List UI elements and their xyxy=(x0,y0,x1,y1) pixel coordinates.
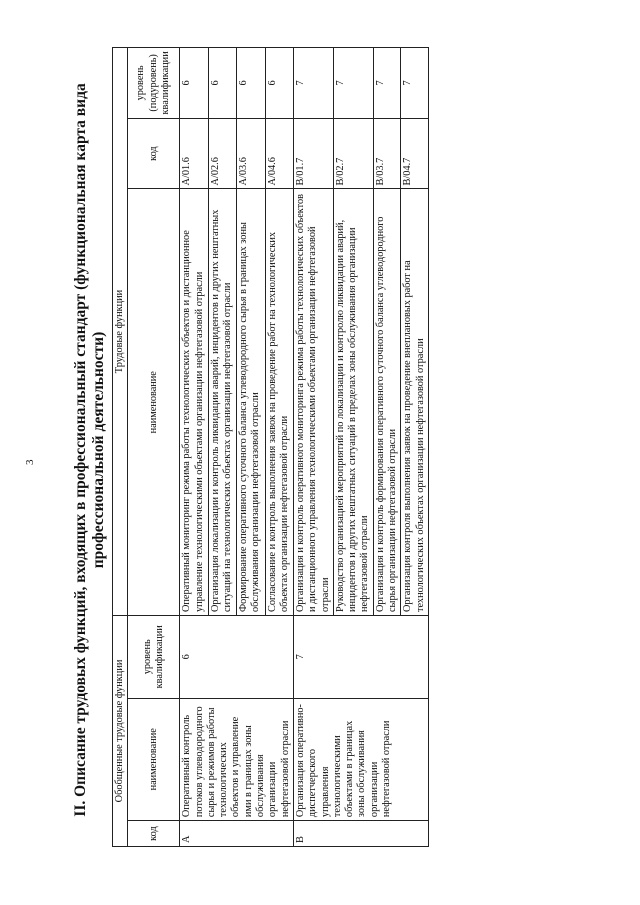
function-level: 7 xyxy=(373,48,401,119)
group-level: 6 xyxy=(180,616,294,699)
header-level: уровень квалификации xyxy=(128,616,180,699)
group-name: Организация оперативно-диспетчерского управления технологическими объектами в границах зоны обслуживания организации нефтегазовой отрасли xyxy=(293,698,428,821)
table-row xyxy=(180,48,208,847)
page-title: II. Описание трудовых функций, входящих в профессиональный стандарт (функциональная карта вида профессиональной деятельности) xyxy=(72,83,107,817)
function-level: 7 xyxy=(401,48,429,119)
function-level: 6 xyxy=(208,48,236,119)
function-name: Организация и контроль оперативного мониторинга режима работы технологических объектов и дистанционного управления технологическими объектами организации нефтегазовой отрасли xyxy=(293,189,333,616)
table-row xyxy=(293,48,333,847)
function-code: A/02.6 xyxy=(208,118,236,189)
function-map-table xyxy=(112,47,429,847)
function-code: A/03.6 xyxy=(237,118,265,189)
function-name: Организация контроля выполнения заявок на проведение внеплановых работ на технологических объектах организации нефтегазовой отрасли xyxy=(401,189,429,616)
function-code: A/01.6 xyxy=(180,118,208,189)
function-code: B/01.7 xyxy=(293,118,333,189)
header-labor-level: уровень (подуровень) квалификации xyxy=(128,48,180,119)
function-name: Согласование и контроль выполнения заявок на проведение работ на технологических объектах организации нефтегазовой отрасли xyxy=(265,189,293,616)
function-name: Руководство организацией мероприятий по локализации и контролю ликвидации аварий, инцидентов и других нештатных ситуаций в пределах зоны обслуживания организации нефтегазовой отрасли xyxy=(333,189,373,616)
function-code: B/02.7 xyxy=(333,118,373,189)
function-code: B/03.7 xyxy=(373,118,401,189)
group-code: A xyxy=(180,821,294,847)
page-number: 3 xyxy=(24,459,36,465)
function-name: Формирование оперативного суточного баланса углеводородного сырья в границах зоны обслуживания организации нефтегазовой отрасли xyxy=(237,189,265,616)
function-name: Организация и контроль формирования оперативного суточного баланса углеводородного сырья организации нефтегазовой отрасли xyxy=(373,189,401,616)
function-level: 6 xyxy=(180,48,208,119)
function-level: 7 xyxy=(333,48,373,119)
function-name: Организация локализации и контроль ликвидации аварий, инцидентов и других нештатных ситуаций на технологических объектах организации нефтегазовой отрасли xyxy=(208,189,236,616)
header-code: код xyxy=(128,821,180,847)
header-labor-name: наименование xyxy=(128,189,180,616)
group-code: B xyxy=(293,821,428,847)
header-labor: Трудовые функции xyxy=(113,48,128,616)
function-level: 6 xyxy=(265,48,293,119)
function-level: 7 xyxy=(293,48,333,119)
group-name: Оперативный контроль потоков углеводородного сырья и режимов работы технологических объектов и управление ими в границах зоны обслуживания организации нефтегазовой отрасли xyxy=(180,698,294,821)
header-generalized: Обобщенные трудовые функции xyxy=(113,616,128,847)
function-code: A/04.6 xyxy=(265,118,293,189)
header-labor-code: код xyxy=(128,118,180,189)
header-name: наименование xyxy=(128,698,180,821)
function-level: 6 xyxy=(237,48,265,119)
group-level: 7 xyxy=(293,616,428,699)
function-name: Оперативный мониторинг режима работы технологических объектов и дистанционное управление технологическими объектами организации нефтегазовой отрасли xyxy=(180,189,208,616)
function-code: B/04.7 xyxy=(401,118,429,189)
